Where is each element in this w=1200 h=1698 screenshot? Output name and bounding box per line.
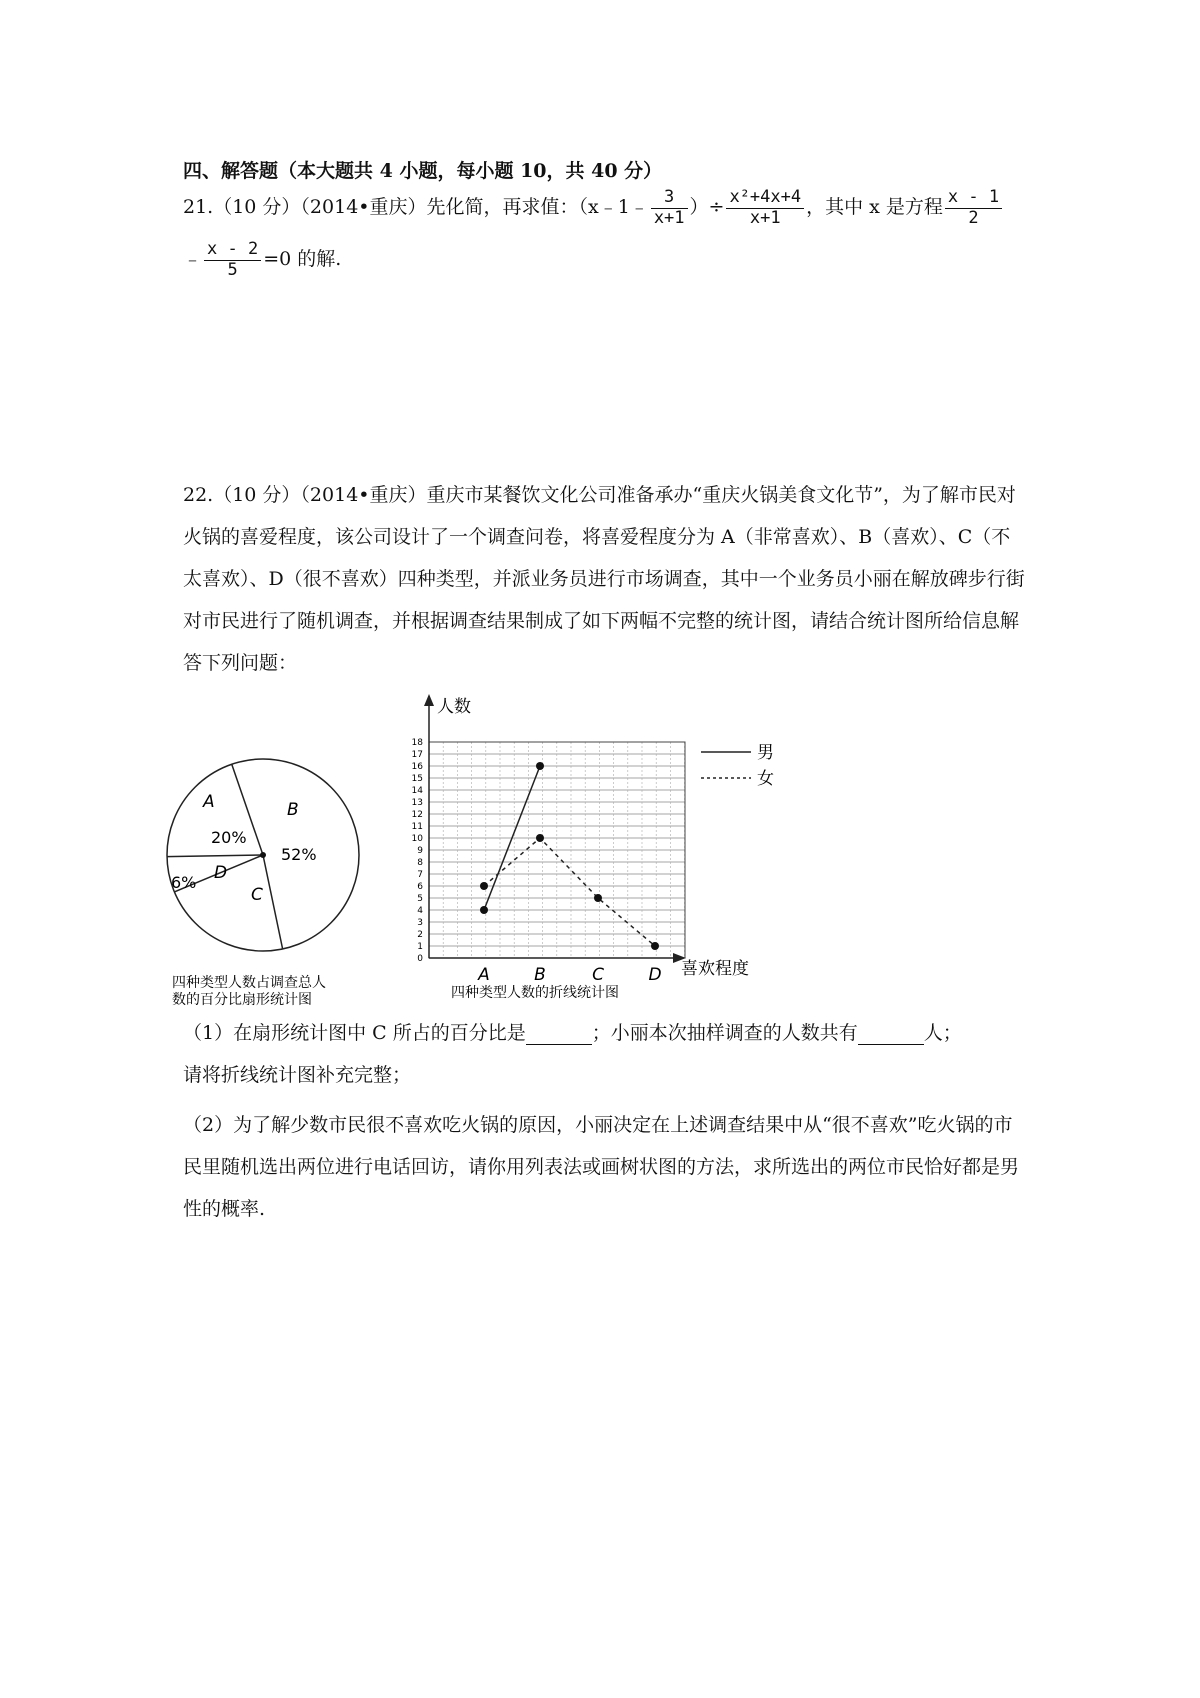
pie-caption-line-1: 四种类型人数占调查总人 bbox=[172, 975, 326, 991]
series-point-female-c bbox=[594, 894, 602, 902]
section-title: 四、解答题（本大题共 4 小题，每小题 10，共 40 分） bbox=[183, 160, 663, 182]
x-category-labels bbox=[477, 965, 661, 985]
pie-divider-1 bbox=[263, 855, 283, 949]
y-tick-label: 13 bbox=[411, 798, 423, 808]
legend bbox=[701, 743, 774, 789]
q21-head: 21.（10 分）（2014•重庆）先化简，再求值：（x﹣1﹣ bbox=[183, 196, 649, 219]
pie-center bbox=[260, 852, 266, 858]
y-tick-label: 2 bbox=[417, 930, 423, 940]
y-axis-label: 人数 bbox=[437, 697, 471, 717]
pie-percent-a: 20% bbox=[211, 828, 247, 847]
line-grid bbox=[429, 742, 685, 958]
answer-blank-2 bbox=[858, 1022, 924, 1045]
x-category-d: D bbox=[648, 965, 662, 985]
q21-line2-pre: ﹣ bbox=[183, 248, 203, 271]
series-line-female bbox=[484, 838, 655, 946]
fraction-1: $\frac{3}{x+1}$ bbox=[651, 188, 688, 228]
answer-blank-1 bbox=[526, 1022, 592, 1045]
y-tick-label: 16 bbox=[411, 762, 423, 772]
y-axis-arrow bbox=[424, 694, 434, 706]
legend-female-label: 女 bbox=[757, 769, 774, 789]
question-22-part-1-line-2: 请将折线统计图补充完整； bbox=[183, 1064, 412, 1086]
y-tick-label: 18 bbox=[411, 738, 423, 748]
series-point-female-b bbox=[536, 834, 544, 842]
x-category-c: C bbox=[592, 965, 604, 985]
question-21-line-2 bbox=[183, 240, 341, 280]
pie-label-a: A bbox=[203, 792, 215, 812]
x-category-b: B bbox=[534, 965, 546, 985]
fraction-2: $\frac{\text{x²+4x+4}}{x+1}$ bbox=[726, 188, 804, 228]
y-tick-label: 0 bbox=[417, 954, 423, 964]
y-tick-label: 6 bbox=[417, 882, 423, 892]
y-tick-label: 4 bbox=[417, 906, 423, 916]
pie-percent-d: 6% bbox=[171, 873, 197, 892]
line-chart bbox=[395, 690, 815, 1005]
q21-mid2: ，其中 x 是方程 bbox=[806, 196, 943, 219]
y-tick-label: 11 bbox=[411, 822, 423, 832]
pie-chart bbox=[160, 735, 380, 1020]
y-tick-label: 14 bbox=[411, 786, 423, 796]
part1-text-a: （1）在扇形统计图中 C 所占的百分比是 bbox=[183, 1022, 526, 1044]
fraction-3: $\frac{x - 1}{2}$ bbox=[945, 188, 1002, 228]
y-tick-label: 17 bbox=[411, 750, 423, 760]
legend-male-label: 男 bbox=[757, 743, 774, 763]
question-22-part-1 bbox=[183, 1018, 962, 1045]
q21-line2-post: =0 的解. bbox=[263, 248, 342, 271]
y-tick-label: 15 bbox=[411, 774, 423, 784]
pie-caption-line-2: 数的百分比扇形统计图 bbox=[172, 992, 312, 1008]
x-category-a: A bbox=[478, 965, 490, 985]
part1-text-c: 人； bbox=[923, 1022, 962, 1044]
question-21-line-1 bbox=[183, 188, 1004, 228]
y-tick-label: 3 bbox=[417, 918, 423, 928]
pie-divider-3 bbox=[167, 855, 263, 857]
series-point-female-d bbox=[651, 942, 659, 950]
y-tick-label: 8 bbox=[417, 858, 423, 868]
x-axis-label: 喜欢程度 bbox=[681, 959, 749, 979]
part1-text-b: ；小丽本次抽样调查的人数共有 bbox=[591, 1022, 858, 1044]
line-axes bbox=[424, 694, 686, 963]
y-tick-label: 10 bbox=[411, 834, 423, 844]
line-caption: 四种类型人数的折线统计图 bbox=[451, 985, 619, 1001]
y-tick-label: 9 bbox=[417, 846, 423, 856]
pie-label-b: B bbox=[287, 800, 299, 820]
y-tick-label: 1 bbox=[417, 942, 423, 952]
pie-label-c: C bbox=[251, 885, 263, 905]
y-tick-label: 5 bbox=[417, 894, 423, 904]
q21-mid1: ）÷ bbox=[689, 196, 725, 219]
series-point-male-b bbox=[536, 762, 544, 770]
y-tick-label: 12 bbox=[411, 810, 423, 820]
pie-slices bbox=[167, 759, 359, 951]
y-tick-label: 7 bbox=[417, 870, 423, 880]
question-22-intro: 22.（10 分）（2014•重庆）重庆市某餐饮文化公司准备承办“重庆火锅美食文化节”，为了解市民对火锅的喜爱程度，该公司设计了一个调查问卷，将喜爱程度分为 A（非常喜欢）、B（喜欢）、C（不太喜欢）、D（很不喜欢）四种类型，并派业务员进行市场调查，其中一个业务员小丽在解放碑步行街对市民进行了随机调查，并根据调查结果制成了如下两幅不完整的统计图，请结合统计图所给信息解答下列问题： bbox=[183, 484, 1025, 674]
pie-percent-b: 52% bbox=[281, 845, 317, 864]
question-22-part-2: （2）为了解少数市民很不喜欢吃火锅的原因，小丽决定在上述调查结果中从“很不喜欢”吃火锅的市民里随机选出两位进行电话回访，请你用列表法或画树状图的方法，求所选出的两位市民恰好都是男性的概率. bbox=[183, 1114, 1020, 1220]
fraction-4: $\frac{x - 2}{5}$ bbox=[204, 240, 261, 280]
series-point-female-a bbox=[480, 882, 488, 890]
y-tick-labels bbox=[412, 738, 424, 964]
pie-label-d: D bbox=[214, 863, 228, 883]
series-point-male-a bbox=[480, 906, 488, 914]
